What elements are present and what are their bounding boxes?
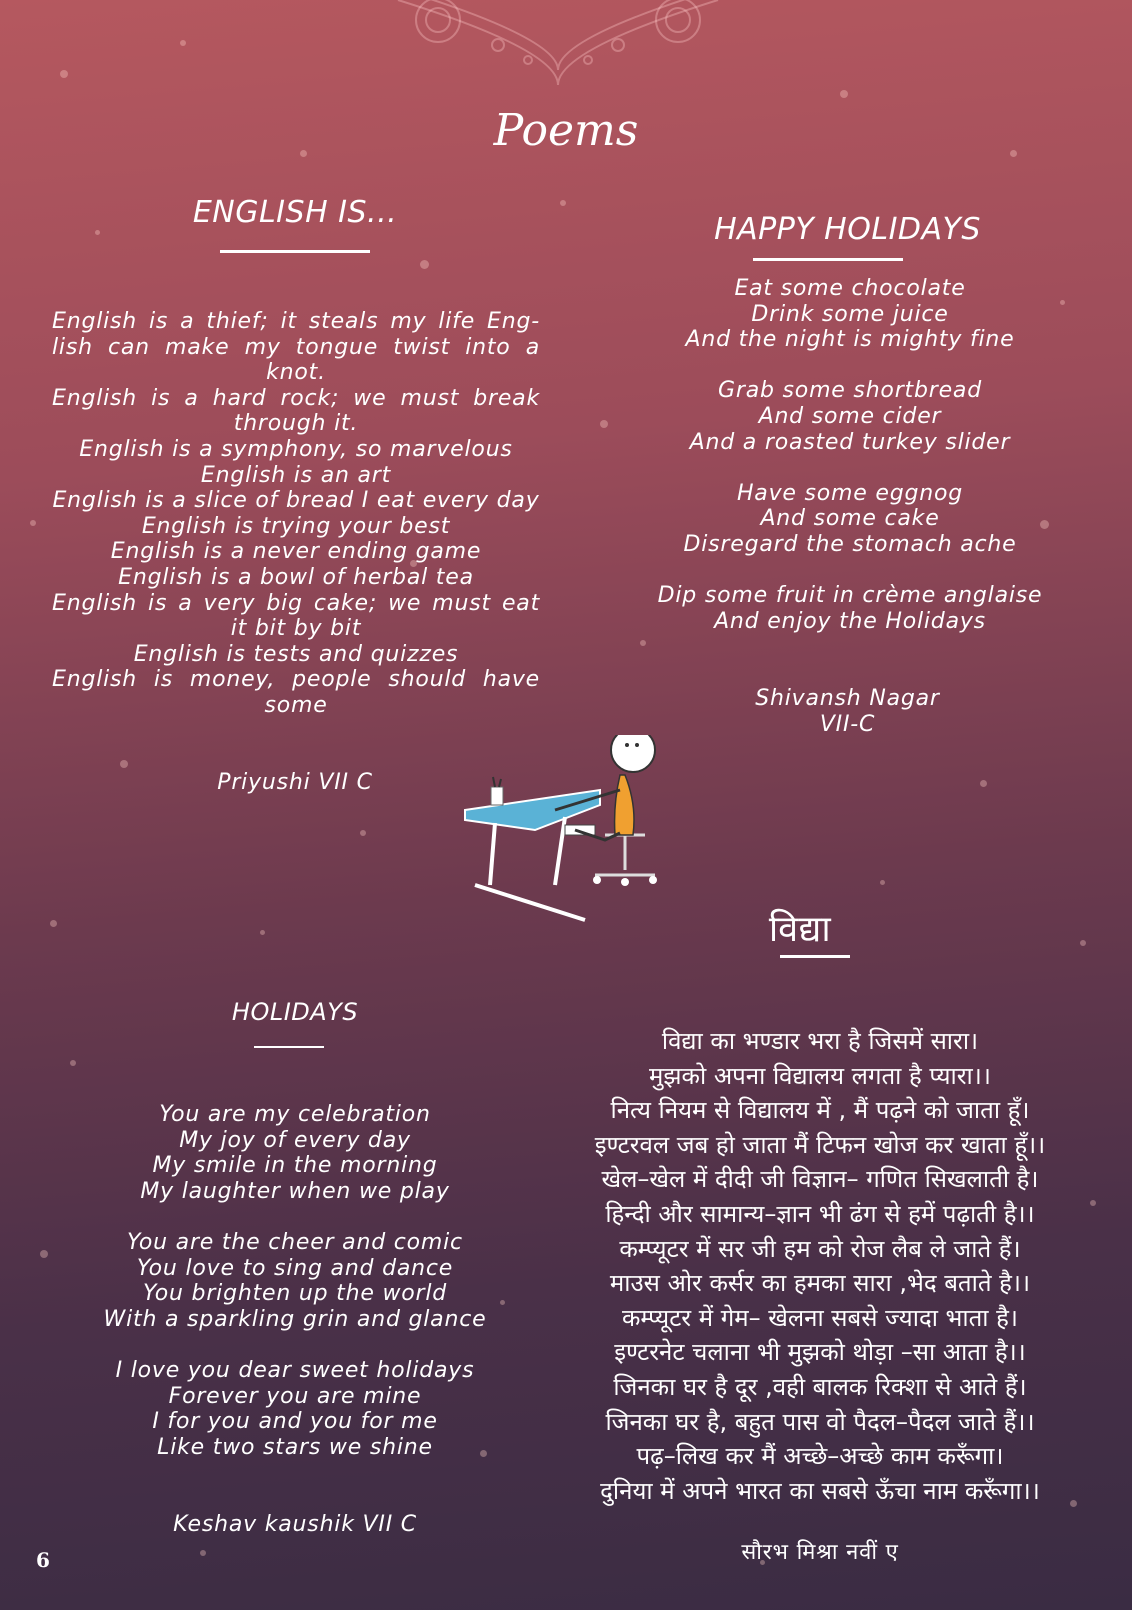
poem-line: Disregard the stomach ache: [683, 531, 1017, 557]
poem-line: दुनिया में अपने भारत का सबसे ऊँचा नाम करूँगा।।: [600, 1476, 1040, 1505]
poem-line: some: [264, 692, 328, 718]
stanza-gap: [80, 1332, 510, 1358]
poem-line: And a roasted turkey slider: [689, 429, 1011, 455]
poem-line: You love to sing and dance: [136, 1255, 454, 1281]
poem-line: Like two stars we shine: [157, 1434, 433, 1460]
poem-line: हिन्दी और सामान्य–ज्ञान भी ढंग से हमें पढ़ाती है।।: [605, 1199, 1035, 1228]
poem-line: My smile in the morning: [152, 1153, 438, 1179]
poem-line: Forever you are mine: [168, 1383, 422, 1409]
poem-line: माउस ओर कर्सर का हमका सारा ,भेद बताते है।।: [609, 1269, 1031, 1298]
poem-heading: HOLIDAYS: [231, 998, 359, 1026]
poem-line: You brighten up the world: [142, 1281, 448, 1307]
poem-line: English is money, people should have: [52, 667, 540, 693]
poem-line: English is a symphony, so marvelous: [79, 436, 513, 462]
poem-line: English is a hard rock; we must break: [52, 385, 540, 411]
page-number: 6: [36, 1548, 50, 1572]
poem-heading: HAPPY HOLIDAYS: [714, 212, 981, 247]
heading-underline: [220, 250, 370, 253]
author-name: Shivansh Nagar: [755, 686, 940, 711]
poem-line: it bit by bit: [230, 616, 362, 642]
poem-body: [52, 309, 540, 719]
poem-line: Dip some fruit in crème anglaise: [657, 583, 1043, 609]
poem-body: [530, 1024, 1110, 1508]
poem-line: through it.: [233, 411, 359, 437]
poem-line: मुझको अपना विद्यालय लगता है प्यारा।।: [649, 1061, 991, 1090]
poem-line: With a sparkling grin and glance: [103, 1306, 487, 1332]
stanza-gap: [620, 455, 1080, 481]
stanza-gap: [620, 558, 1080, 584]
poem-line: खेल–खेल में दीदी जी विज्ञान– गणित सिखलाती है।: [601, 1165, 1039, 1194]
poem-line: जिनका घर है, बहुत पास वो पैदल–पैदल जाते हैं।।: [605, 1407, 1035, 1436]
poem-line: Grab some shortbread: [718, 378, 982, 404]
poem-line: कम्प्यूटर में गेम– खेलना सबसे ज्यादा भाता है।: [621, 1303, 1018, 1332]
poem-line: इण्टरवल जब हो जाता मैं टिफन खोज कर खाता हूँ।।: [594, 1130, 1046, 1159]
poem-line: And enjoy the Holidays: [714, 608, 986, 634]
poem-line: पढ़–लिख कर मैं अच्छे–अच्छे काम करूँगा।: [636, 1442, 1004, 1471]
poem-line: English is an art: [200, 462, 392, 488]
student-at-desk-illustration: [455, 735, 695, 945]
heading-underline: [753, 258, 903, 261]
poem-line: English is a very big cake; we must eat: [52, 590, 540, 616]
stanza-gap: [620, 353, 1080, 379]
poem-line: English is a never ending game: [110, 539, 482, 565]
author-class: VII-C: [819, 711, 876, 737]
poem-line: English is trying your best: [141, 513, 451, 539]
poem-line: lish can make my tongue twist into a: [52, 334, 540, 360]
poem-body: [80, 1102, 510, 1460]
poem-line: Have some eggnog: [736, 480, 964, 506]
poem-line: English is a thief; it steals my life Eng-: [52, 309, 540, 334]
page-title: Poems: [493, 105, 639, 156]
stanza-gap: [80, 1204, 510, 1230]
poem-line: And some cake: [760, 506, 940, 532]
poem-line: Drink some juice: [751, 301, 949, 327]
poem-author: [680, 686, 1015, 737]
poem-heading: विद्या: [768, 909, 832, 950]
poem-line: And some cider: [758, 403, 942, 429]
poem-line: English is a slice of bread I eat every day: [52, 488, 540, 514]
mandala-ornament: [378, 0, 738, 100]
poem-line: My joy of every day: [179, 1127, 411, 1153]
poem-author: Keshav kaushik VII C: [173, 1512, 417, 1537]
poem-line: knot.: [266, 360, 326, 386]
heading-underline: [780, 955, 850, 958]
poem-body: [620, 276, 1080, 634]
poem-heading: ENGLISH IS...: [192, 195, 398, 230]
poem-line: And the night is mighty fine: [685, 327, 1015, 353]
poem-line: I love you dear sweet holidays: [115, 1357, 475, 1383]
heading-underline: [254, 1046, 324, 1048]
poem-line: नित्य नियम से विद्यालय में , मैं पढ़ने को जाता हूँ।: [610, 1096, 1030, 1125]
poem-line: Eat some chocolate: [734, 276, 966, 301]
poem-line: कम्प्यूटर में सर जी हम को रोज लैब ले जाते हैं।: [619, 1234, 1021, 1263]
poem-line: You are my celebration: [159, 1102, 431, 1127]
poem-line: विद्या का भण्डार भरा है जिसमें सारा।: [661, 1027, 979, 1055]
poem-line: You are the cheer and comic: [127, 1229, 463, 1255]
poem-line: English is a bowl of herbal tea: [118, 564, 474, 590]
poem-author: Priyushi VII C: [217, 770, 373, 795]
poem-line: जिनका घर है दूर ,वही बालक रिक्शा से आते हैं।: [613, 1372, 1027, 1401]
poem-line: इण्टरनेट चलाना भी मुझको थोड़ा –सा आता है।।: [614, 1338, 1026, 1367]
poem-author: सौरभ मिश्रा नवीं ए: [741, 1540, 899, 1565]
poem-line: My laughter when we play: [140, 1178, 450, 1204]
poem-line: I for you and you for me: [152, 1409, 438, 1435]
poem-line: English is tests and quizzes: [133, 641, 459, 667]
